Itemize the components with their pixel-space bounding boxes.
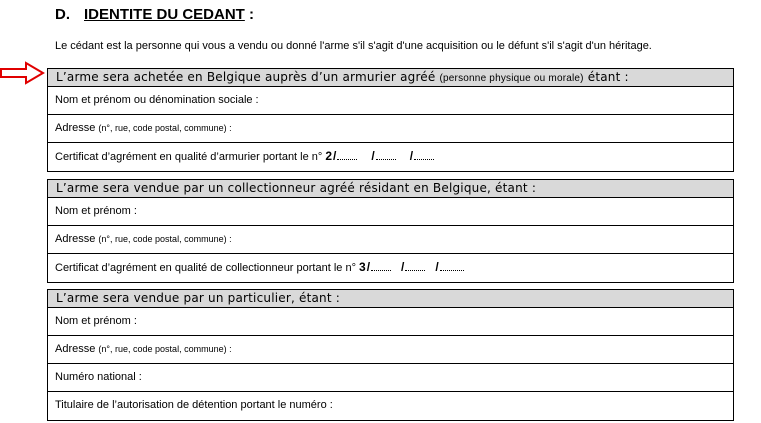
private-holder-label: Titulaire de l’autorisation de détention portant le numéro : <box>55 399 333 411</box>
collector-cert-prefix: 3/ <box>359 260 372 274</box>
dealer-certificate-field[interactable] <box>48 143 733 171</box>
dealer-box-header <box>48 69 733 87</box>
collector-box <box>47 179 734 283</box>
intro-text: Le cédant est la personne qui vous a vendu ou donné l'arme s'il s'agit d'une acquisition ou le défunt s'il s'agit d'un héritage. <box>55 40 652 52</box>
dealer-address-hint: (n°, rue, code postal, commune) : <box>98 123 232 133</box>
private-address-field[interactable] <box>48 336 733 364</box>
collector-address-label: Adresse <box>55 233 99 245</box>
section-title-colon: : <box>244 6 255 23</box>
private-name-label: Nom et prénom : <box>55 315 137 327</box>
dealer-name-field[interactable] <box>48 87 733 115</box>
dealer-address-field[interactable] <box>48 115 733 143</box>
section-letter: D. <box>55 6 70 23</box>
private-national-label: Numéro national : <box>55 371 142 383</box>
collector-address-field[interactable] <box>48 226 733 254</box>
collector-cert-slash-1: / <box>401 260 406 274</box>
collector-cert-slash-2: / <box>435 260 440 274</box>
collector-header-text: L’arme sera vendue par un collectionneur agréé résidant en Belgique, étant : <box>56 181 537 195</box>
dealer-cert-blank-3[interactable] <box>414 150 434 160</box>
collector-name-field[interactable] <box>48 198 733 226</box>
dealer-address-label: Adresse <box>55 122 99 134</box>
dealer-name-label: Nom et prénom ou dénomination sociale : <box>55 94 259 106</box>
collector-certificate-field[interactable] <box>48 254 733 282</box>
private-box-header <box>48 290 733 308</box>
collector-cert-blank-3[interactable] <box>440 261 464 271</box>
dealer-header-text: L’arme sera achetée en Belgique auprès d’un armurier agréé <box>56 70 440 84</box>
collector-cert-blank-2[interactable] <box>405 261 425 271</box>
private-holder-number-field[interactable] <box>48 392 733 420</box>
dealer-cert-prefix: 2/ <box>325 149 338 163</box>
collector-box-header <box>48 180 733 198</box>
arrow-right-icon <box>0 61 46 85</box>
collector-cert-blank-1[interactable] <box>371 261 391 271</box>
private-header-text: L’arme sera vendue par un particulier, étant : <box>56 291 341 305</box>
private-address-label: Adresse <box>55 343 99 355</box>
dealer-cert-slash-2: / <box>409 149 415 163</box>
dealer-cert-label: Certificat d’agrément en qualité d’armurier portant le n° <box>55 151 326 163</box>
dealer-box <box>47 68 734 172</box>
dealer-header-end: étant : <box>583 70 629 84</box>
dealer-header-note: (personne physique ou morale) <box>439 73 584 84</box>
dealer-cert-blank-1[interactable] <box>337 150 357 160</box>
section-title: IDENTITE DU CEDANT <box>84 6 245 23</box>
private-address-hint: (n°, rue, code postal, commune) : <box>98 344 232 354</box>
private-seller-box <box>47 289 734 421</box>
collector-cert-label: Certificat d’agrément en qualité de collectionneur portant le n° <box>55 262 360 274</box>
private-national-number-field[interactable] <box>48 364 733 392</box>
private-name-field[interactable] <box>48 308 733 336</box>
dealer-cert-slash-1: / <box>371 149 376 163</box>
collector-address-hint: (n°, rue, code postal, commune) : <box>98 234 232 244</box>
section-heading <box>55 6 254 23</box>
dealer-cert-blank-2[interactable] <box>376 150 396 160</box>
collector-name-label: Nom et prénom : <box>55 205 137 217</box>
